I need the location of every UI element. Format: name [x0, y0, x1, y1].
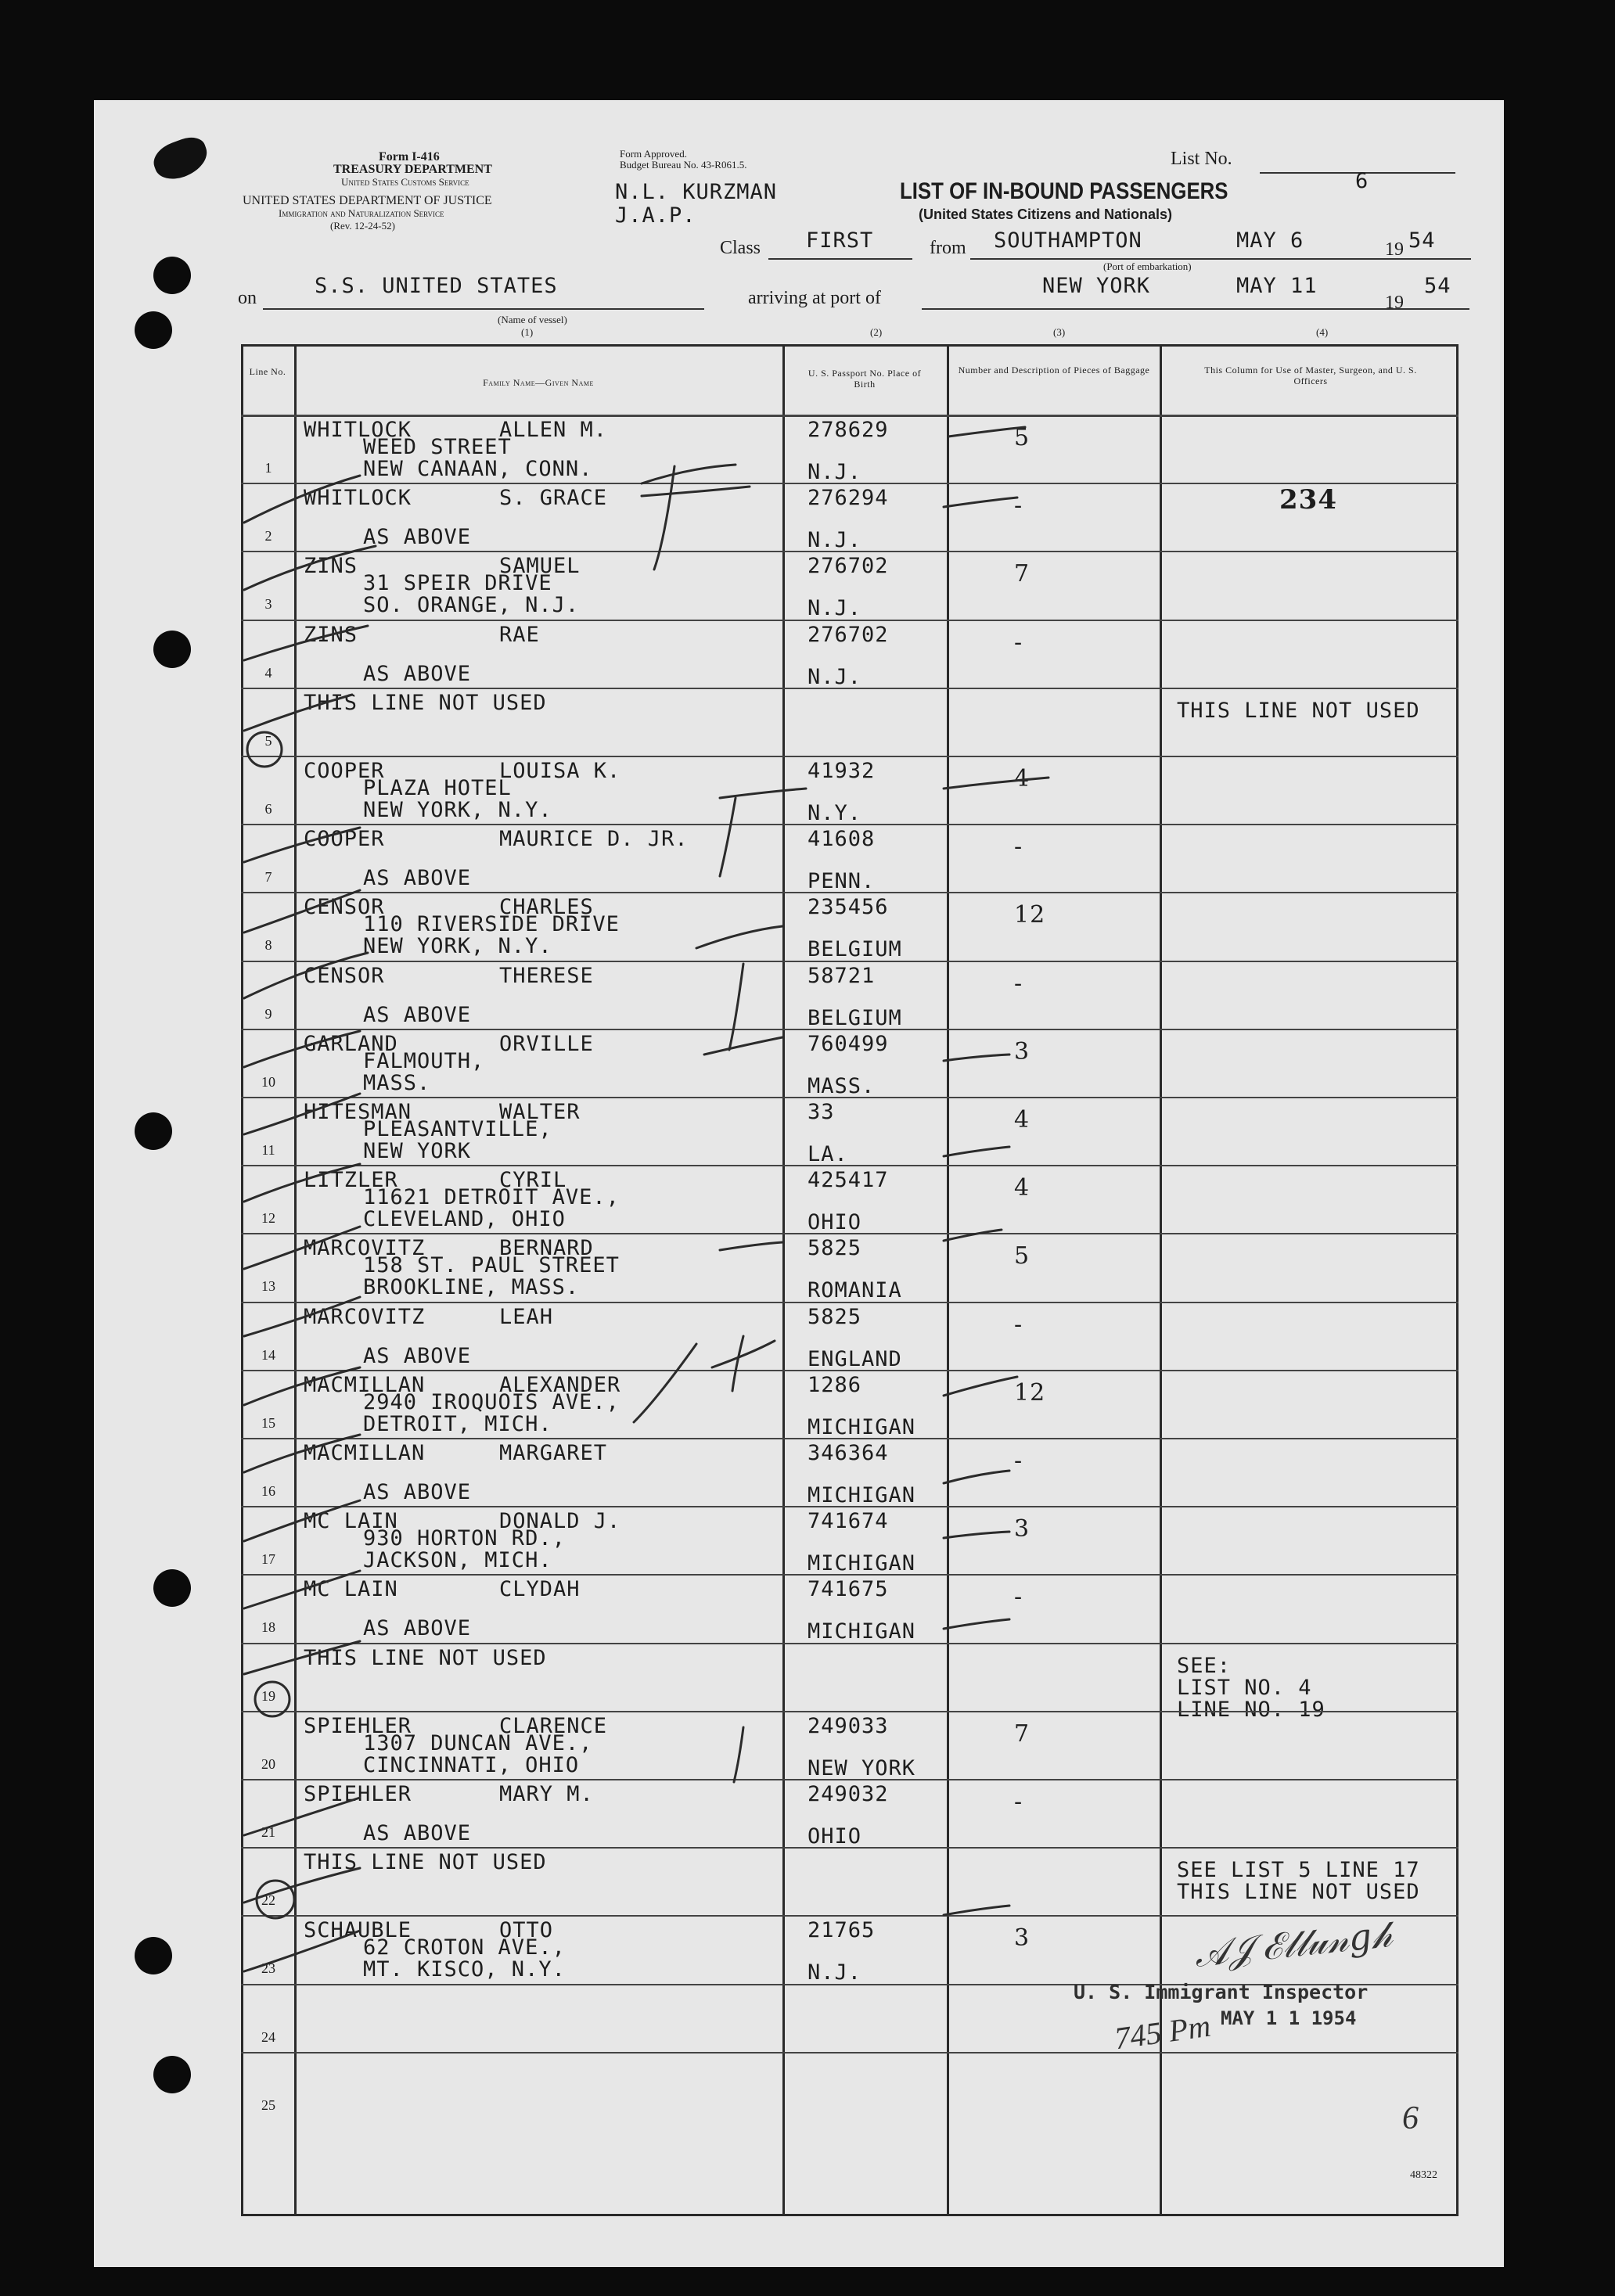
family-name: LITZLER — [304, 1168, 398, 1193]
baggage-count: 5 — [1014, 424, 1031, 451]
baggage-count: 12 — [1014, 901, 1046, 929]
embark-century: 19 — [1385, 239, 1404, 260]
address-line-1: 62 CROTON AVE., — [363, 1935, 566, 1960]
baggage-count: - — [1014, 1310, 1023, 1338]
line-number: 3 — [264, 596, 272, 613]
passport-number: 41932 — [808, 759, 876, 783]
officer-note: 234 — [1279, 484, 1337, 516]
col-divider — [782, 344, 785, 2216]
col-4-number: (4) — [1316, 326, 1329, 338]
line-number: 5 — [264, 732, 272, 749]
address-line-1: 930 HORTON RD., — [363, 1526, 566, 1551]
col-head-officers: This Column for Use of Master, Surgeon, and U. S. Officers — [1204, 365, 1417, 386]
given-name: ORVILLE — [499, 1031, 594, 1056]
arrival-year: 54 — [1424, 274, 1451, 298]
passport-number: 41608 — [808, 827, 876, 852]
address-line-1: PLAZA HOTEL — [363, 776, 512, 800]
address-line-2: NEW YORK, N.Y. — [363, 798, 552, 822]
col-1-number: (1) — [521, 326, 534, 338]
line-number: 16 — [261, 1483, 275, 1499]
address-line-1: 31 SPEIR DRIVE — [363, 571, 552, 596]
officer-note: THIS LINE NOT USED — [1177, 698, 1420, 723]
place-of-birth: PENN. — [808, 869, 876, 894]
line-number: 15 — [261, 1414, 275, 1431]
row-rule — [241, 551, 1459, 552]
line-number: 24 — [261, 2028, 275, 2045]
place-of-birth: N.J. — [808, 1960, 862, 1985]
given-name: SAMUEL — [499, 554, 581, 579]
row-rule — [241, 756, 1459, 757]
arrival-date: MAY 11 — [1236, 274, 1318, 298]
passport-number: 278629 — [808, 418, 889, 442]
embark-date: MAY 6 — [1236, 228, 1304, 253]
place-of-birth: MICHIGAN — [808, 1619, 916, 1644]
place-of-birth: ENGLAND — [808, 1346, 902, 1371]
place-of-birth: LA. — [808, 1142, 848, 1166]
row-rule — [241, 1097, 1459, 1098]
justice-label: UNITED STATES DEPARTMENT OF JUSTICE — [243, 194, 492, 207]
row-rule — [241, 1643, 1459, 1644]
given-name: MAURICE D. JR. — [499, 827, 689, 852]
line-number: 6 — [264, 801, 272, 817]
place-of-birth: ROMANIA — [808, 1278, 902, 1303]
row-rule — [241, 1370, 1459, 1371]
passport-number: 5825 — [808, 1236, 862, 1261]
arrival-port: NEW YORK — [1042, 274, 1151, 298]
family-name: SCHAUBLE — [304, 1918, 412, 1943]
passport-number: 58721 — [808, 963, 876, 988]
place-of-birth: BELGIUM — [808, 937, 902, 962]
line-number: 14 — [261, 1346, 275, 1363]
row-rule — [241, 1711, 1459, 1712]
binder-hole — [135, 1937, 172, 1974]
given-name: ALEXANDER — [499, 1372, 621, 1397]
address-line-2: SO. ORANGE, N.J. — [363, 593, 580, 618]
line-number: 23 — [261, 1960, 275, 1977]
from-value: SOUTHAMPTON — [994, 228, 1142, 253]
address-line-2: DETROIT, MICH. — [363, 1411, 552, 1436]
baggage-count: 7 — [1014, 1719, 1031, 1748]
row-rule — [241, 1779, 1459, 1780]
passport-number: 425417 — [808, 1168, 889, 1193]
given-name: CLARENCE — [499, 1713, 608, 1738]
family-name: WHITLOCK — [304, 486, 412, 511]
agent-initials: J.A.P. — [615, 203, 696, 228]
family-name: THIS LINE NOT USED — [304, 690, 547, 715]
on-label: on — [238, 288, 257, 308]
line-number: 9 — [264, 1005, 272, 1022]
address-line-2: CLEVELAND, OHIO — [363, 1207, 566, 1232]
ink-blot — [149, 132, 213, 185]
family-name: HITESMAN — [304, 1100, 412, 1124]
stamp-date: MAY 1 1 1954 — [1221, 2007, 1357, 2029]
passport-number: 1286 — [808, 1372, 862, 1397]
address-line-2: MASS. — [363, 1070, 431, 1095]
given-name: RAE — [499, 622, 540, 647]
col-2-number: (2) — [870, 326, 883, 338]
address-line-2: NEW YORK — [363, 1139, 472, 1163]
binder-hole — [135, 1112, 172, 1150]
baggage-count: 7 — [1014, 560, 1031, 588]
baggage-count: - — [1014, 969, 1023, 997]
family-name: MACMILLAN — [304, 1441, 426, 1465]
col-head-baggage: Number and Description of Pieces of Baggage — [958, 365, 1150, 375]
passport-number: 276294 — [808, 486, 889, 511]
baggage-count: 4 — [1014, 1106, 1031, 1134]
line-number: 4 — [264, 664, 272, 681]
baggage-count: 12 — [1014, 1378, 1046, 1407]
passport-number: 760499 — [808, 1031, 889, 1056]
place-of-birth: N.Y. — [808, 801, 862, 825]
row-rule — [241, 483, 1459, 484]
place-of-birth: NEW YORK — [808, 1755, 916, 1780]
given-name: ALLEN M. — [499, 418, 608, 442]
row-rule — [241, 620, 1459, 621]
form-subtitle: (United States Citizens and Nationals) — [919, 207, 1173, 222]
treasury-label: TREASURY DEPARTMENT — [333, 163, 492, 176]
baggage-count: - — [1014, 1583, 1023, 1612]
passport-number: 276702 — [808, 554, 889, 579]
place-of-birth: N.J. — [808, 460, 862, 484]
given-name: MARGARET — [499, 1441, 608, 1465]
address-line-2: NEW YORK, N.Y. — [363, 934, 552, 959]
port-embark-label: (Port of embarkation) — [1103, 261, 1192, 272]
passport-number: 33 — [808, 1100, 835, 1124]
address-line-2: AS ABOVE — [363, 525, 472, 550]
col-head-passport: U. S. Passport No. Place of Birth — [808, 368, 922, 390]
address-line-2: AS ABOVE — [363, 866, 472, 891]
place-of-birth: OHIO — [808, 1210, 862, 1235]
form-title: LIST OF IN-BOUND PASSENGERS — [900, 178, 1228, 204]
family-name: GARLAND — [304, 1031, 398, 1056]
vessel-label: (Name of vessel) — [498, 314, 567, 325]
family-name: ZINS — [304, 622, 358, 647]
address-line-2: AS ABOVE — [363, 1616, 472, 1641]
col-3-number: (3) — [1053, 326, 1066, 338]
address-line-1: WEED STREET — [363, 435, 512, 459]
place-of-birth: OHIO — [808, 1824, 862, 1849]
row-rule — [241, 1302, 1459, 1303]
row-rule — [241, 1438, 1459, 1439]
col-head-line: Line No. — [249, 366, 286, 377]
line-number: 21 — [261, 1824, 275, 1840]
place-of-birth: N.J. — [808, 528, 862, 553]
binder-hole — [135, 311, 172, 349]
place-of-birth: BELGIUM — [808, 1005, 902, 1030]
family-name: COOPER — [304, 759, 385, 783]
line-number: 11 — [261, 1142, 275, 1158]
given-name: THERESE — [499, 963, 594, 988]
place-of-birth: MASS. — [808, 1073, 876, 1098]
address-line-1: FALMOUTH, — [363, 1048, 485, 1073]
form-number: Form I-416 — [379, 150, 440, 163]
revision-label: (Rev. 12-24-52) — [330, 220, 395, 232]
col-head-name: Family Name—Given Name — [483, 377, 594, 388]
family-name: MC LAIN — [304, 1577, 398, 1602]
row-rule — [241, 688, 1459, 689]
address-line-1: 158 ST. PAUL STREET — [363, 1253, 620, 1278]
passport-number: 741675 — [808, 1577, 889, 1602]
address-line-2: AS ABOVE — [363, 1343, 472, 1368]
baggage-count: - — [1014, 1447, 1023, 1475]
family-name: MC LAIN — [304, 1509, 398, 1534]
given-name: CYRIL — [499, 1168, 567, 1193]
baggage-count: 5 — [1014, 1242, 1031, 1270]
line-number: 17 — [261, 1551, 275, 1568]
handwritten-time: 745 Pm — [1112, 2007, 1213, 2057]
row-rule — [241, 1029, 1459, 1030]
address-line-2: AS ABOVE — [363, 1821, 472, 1845]
line-number: 2 — [264, 528, 272, 544]
row-rule — [241, 824, 1459, 825]
address-line-2: MT. KISCO, N.Y. — [363, 1957, 566, 1982]
col-divider — [947, 344, 949, 2216]
from-label: from — [930, 238, 966, 258]
address-line-2: NEW CANAAN, CONN. — [363, 457, 593, 481]
class-value: FIRST — [806, 228, 874, 253]
baggage-count: 3 — [1014, 1515, 1031, 1543]
place-of-birth: MICHIGAN — [808, 1414, 916, 1439]
list-no-label: List No. — [1171, 149, 1232, 169]
address-line-2: BROOKLINE, MASS. — [363, 1275, 580, 1300]
family-name: CENSOR — [304, 895, 385, 920]
vessel-name: S.S. UNITED STATES — [315, 274, 558, 298]
given-name: CLYDAH — [499, 1577, 581, 1602]
place-of-birth: MICHIGAN — [808, 1551, 916, 1576]
family-name: THIS LINE NOT USED — [304, 1645, 547, 1670]
customs-label: United States Customs Service — [341, 176, 469, 188]
address-line-2: AS ABOVE — [363, 661, 472, 686]
line-number: 13 — [261, 1278, 275, 1295]
col-divider — [294, 344, 297, 2216]
binder-hole — [153, 631, 191, 668]
baggage-count: 3 — [1014, 1924, 1031, 1953]
given-name: DONALD J. — [499, 1509, 621, 1534]
header-rule — [241, 415, 1459, 417]
line-number: 19 — [261, 1687, 275, 1704]
class-label: Class — [720, 238, 761, 258]
passport-number: 5825 — [808, 1304, 862, 1329]
budget-bureau: Budget Bureau No. 43-R061.5. — [620, 159, 747, 171]
row-rule — [241, 2052, 1459, 2053]
baggage-count: 3 — [1014, 1037, 1031, 1065]
family-name: CENSOR — [304, 963, 385, 988]
form-approved: Form Approved. — [620, 148, 687, 160]
arrival-century: 19 — [1385, 293, 1404, 313]
ins-label: Immigration and Naturalization Service — [279, 207, 444, 219]
passport-number: 249033 — [808, 1713, 889, 1738]
family-name: THIS LINE NOT USED — [304, 1850, 547, 1875]
baggage-count: 4 — [1014, 1174, 1031, 1202]
address-line-1: PLEASANTVILLE, — [363, 1117, 552, 1141]
line-number: 10 — [261, 1073, 275, 1090]
row-rule — [241, 892, 1459, 893]
address-line-1: 1307 DUNCAN AVE., — [363, 1730, 593, 1755]
baggage-count: - — [1014, 492, 1023, 520]
line-number: 22 — [261, 1892, 275, 1909]
address-line-2: AS ABOVE — [363, 1480, 472, 1504]
line-number: 8 — [264, 937, 272, 954]
row-rule — [241, 1233, 1459, 1234]
given-name: LEAH — [499, 1304, 554, 1329]
given-name: BERNARD — [499, 1236, 594, 1261]
line-number: 7 — [264, 869, 272, 886]
manifest-sheet — [94, 100, 1504, 2267]
given-name: WALTER — [499, 1100, 581, 1124]
class-underline — [768, 258, 912, 260]
line-number: 20 — [261, 1755, 275, 1772]
line-number: 18 — [261, 1619, 275, 1636]
binder-hole — [153, 257, 191, 294]
vessel-underline — [263, 308, 704, 310]
passport-number: 346364 — [808, 1441, 889, 1465]
line-number: 1 — [264, 460, 272, 476]
row-rule — [241, 961, 1459, 962]
baggage-count: - — [1014, 1788, 1023, 1816]
line-number: 25 — [261, 2097, 275, 2113]
baggage-count: - — [1014, 628, 1023, 656]
given-name: MARY M. — [499, 1782, 594, 1806]
given-name: CHARLES — [499, 895, 594, 920]
given-name: S. GRACE — [499, 486, 608, 511]
family-name: SPIEHLER — [304, 1782, 412, 1806]
passport-number: 249032 — [808, 1782, 889, 1806]
place-of-birth: N.J. — [808, 596, 862, 621]
inspector-stamp: U. S. Immigrant Inspector — [1074, 1981, 1369, 2003]
page-mark: 6 — [1402, 2100, 1419, 2136]
place-of-birth: N.J. — [808, 664, 862, 689]
row-rule — [241, 1165, 1459, 1166]
list-no-value: 6 — [1355, 169, 1369, 193]
family-name: COOPER — [304, 827, 385, 852]
binder-hole — [153, 2056, 191, 2093]
officer-note: SEE: LIST NO. 4 LINE NO. 19 — [1177, 1653, 1325, 1722]
agent-name: N.L. KURZMAN — [615, 180, 778, 204]
family-name: MARCOVITZ — [304, 1236, 426, 1261]
passport-number: 21765 — [808, 1918, 876, 1943]
address-line-1: 2940 IROQUOIS AVE., — [363, 1389, 620, 1414]
address-line-1: 110 RIVERSIDE DRIVE — [363, 912, 620, 937]
arriving-label: arriving at port of — [748, 288, 881, 308]
given-name: LOUISA K. — [499, 759, 621, 783]
family-name: ZINS — [304, 554, 358, 579]
row-rule — [241, 1574, 1459, 1576]
family-name: SPIEHLER — [304, 1713, 412, 1738]
row-rule — [241, 1847, 1459, 1849]
passport-number: 741674 — [808, 1509, 889, 1534]
row-rule — [241, 1915, 1459, 1917]
passport-number: 276702 — [808, 622, 889, 647]
officer-note: SEE LIST 5 LINE 17 THIS LINE NOT USED — [1177, 1858, 1420, 1905]
baggage-count: - — [1014, 833, 1023, 861]
col-divider — [1160, 344, 1162, 2216]
inspector-signature: 𝒜𝒥 ℰ𝓁𝓁𝓊𝓃𝑔𝒽 — [1192, 1913, 1394, 1975]
address-line-1: 11621 DETROIT AVE., — [363, 1185, 620, 1210]
baggage-count: 4 — [1014, 765, 1031, 792]
passport-number: 235456 — [808, 895, 889, 920]
address-line-2: CINCINNATI, OHIO — [363, 1752, 580, 1777]
row-rule — [241, 1506, 1459, 1507]
given-name: OTTO — [499, 1918, 554, 1943]
form-code: 48322 — [1410, 2169, 1437, 2181]
family-name: MACMILLAN — [304, 1372, 426, 1397]
address-line-2: AS ABOVE — [363, 1002, 472, 1027]
binder-hole — [153, 1569, 191, 1607]
place-of-birth: MICHIGAN — [808, 1483, 916, 1507]
address-line-2: JACKSON, MICH. — [363, 1548, 552, 1573]
family-name: MARCOVITZ — [304, 1304, 426, 1329]
line-number: 12 — [261, 1210, 275, 1227]
family-name: WHITLOCK — [304, 418, 412, 442]
embark-year: 54 — [1408, 228, 1436, 253]
